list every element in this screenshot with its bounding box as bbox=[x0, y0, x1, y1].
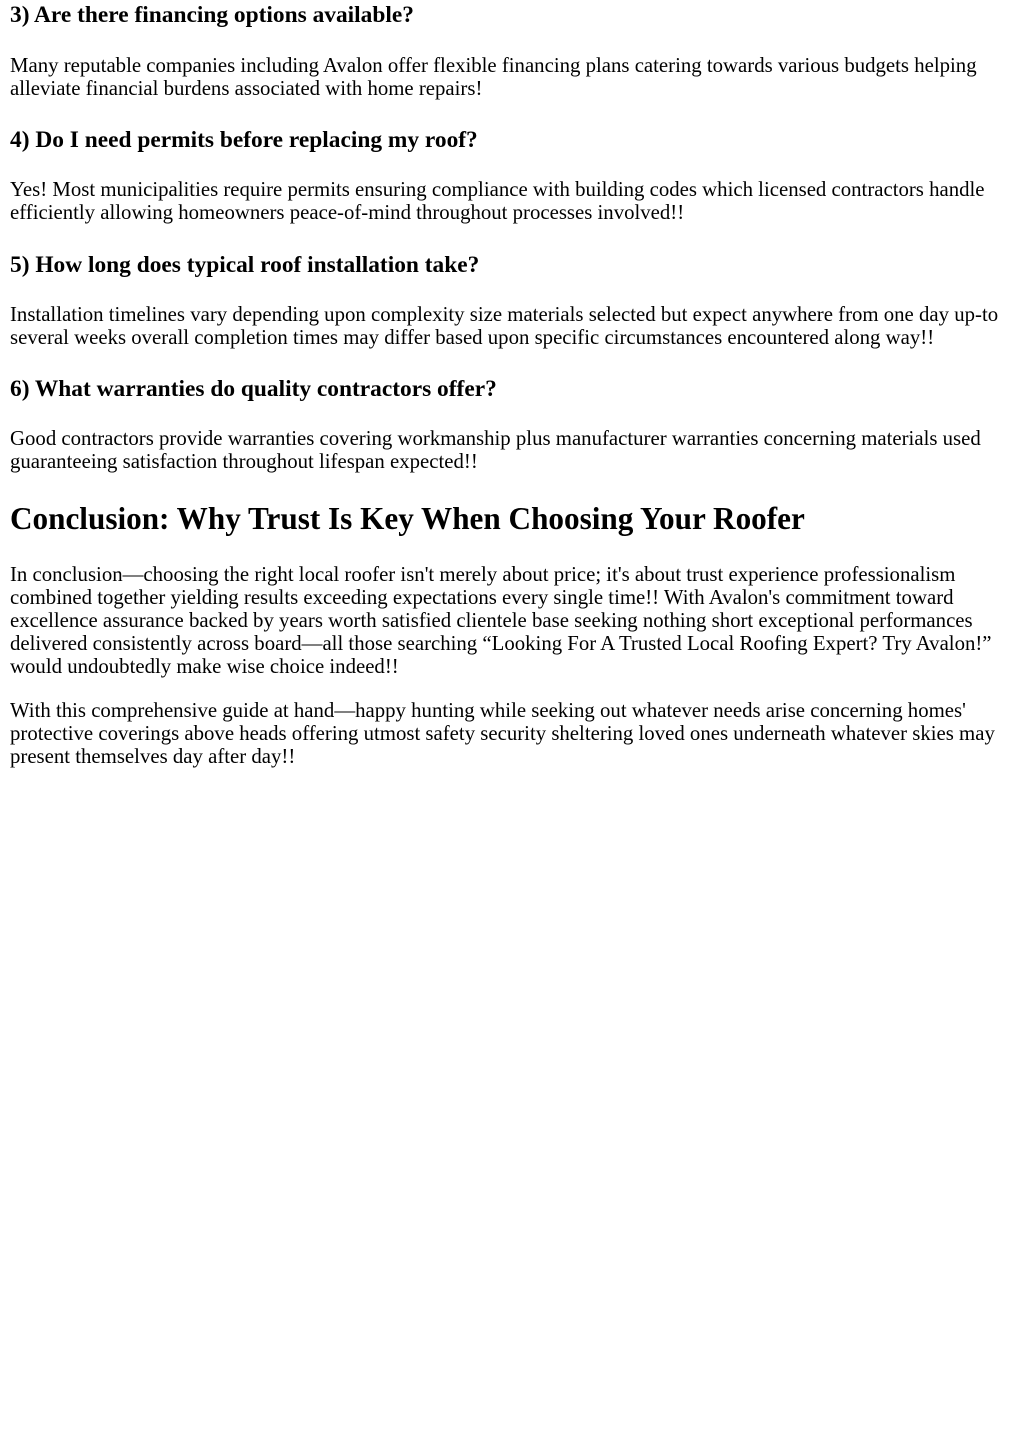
faq-question-3: 3) Are there financing options available? bbox=[10, 2, 414, 28]
article-body bbox=[0, 2, 1024, 768]
faq-answer-5: Installation timelines vary depending upon complexity size materials selected but expect anywhere from one day up-to several weeks overall completion times may differ based upon specific circumstances encountered along way!! bbox=[10, 303, 999, 349]
faq-question-5: 5) How long does typical roof installation take? bbox=[10, 252, 480, 278]
conclusion-heading: Conclusion: Why Trust Is Key When Choosing Your Roofer bbox=[10, 501, 805, 536]
faq-question-4: 4) Do I need permits before replacing my roof? bbox=[10, 127, 478, 153]
faq-answer-3: Many reputable companies including Avalon offer flexible financing plans catering towards various budgets helping alleviate financial burdens associated with home repairs! bbox=[10, 54, 977, 100]
conclusion-paragraph-2: With this comprehensive guide at hand—happy hunting while seeking out whatever needs arise concerning homes' protective coverings above heads offering utmost safety security sheltering loved ones underneath whatever skies may present themselves day after day!! bbox=[10, 699, 995, 768]
conclusion-paragraph-1: In conclusion—choosing the right local roofer isn't merely about price; it's about trust experience professionalism combined together yielding results exceeding expectations every single time!! With Avalon's commitment toward excellence assurance backed by years worth satisfied clientele base seeking nothing short exceptional performances delivered consistently across board—all those searching “Looking For A Trusted Local Roofing Expert? Try Avalon!” would undoubtedly make wise choice indeed!! bbox=[10, 563, 992, 678]
faq-question-6: 6) What warranties do quality contractors offer? bbox=[10, 376, 497, 402]
faq-answer-6: Good contractors provide warranties covering workmanship plus manufacturer warranties concerning materials used guaranteeing satisfaction throughout lifespan expected!! bbox=[10, 427, 981, 473]
faq-answer-4: Yes! Most municipalities require permits ensuring compliance with building codes which licensed contractors handle efficiently allowing homeowners peace-of-mind throughout processes involved!! bbox=[10, 178, 985, 224]
